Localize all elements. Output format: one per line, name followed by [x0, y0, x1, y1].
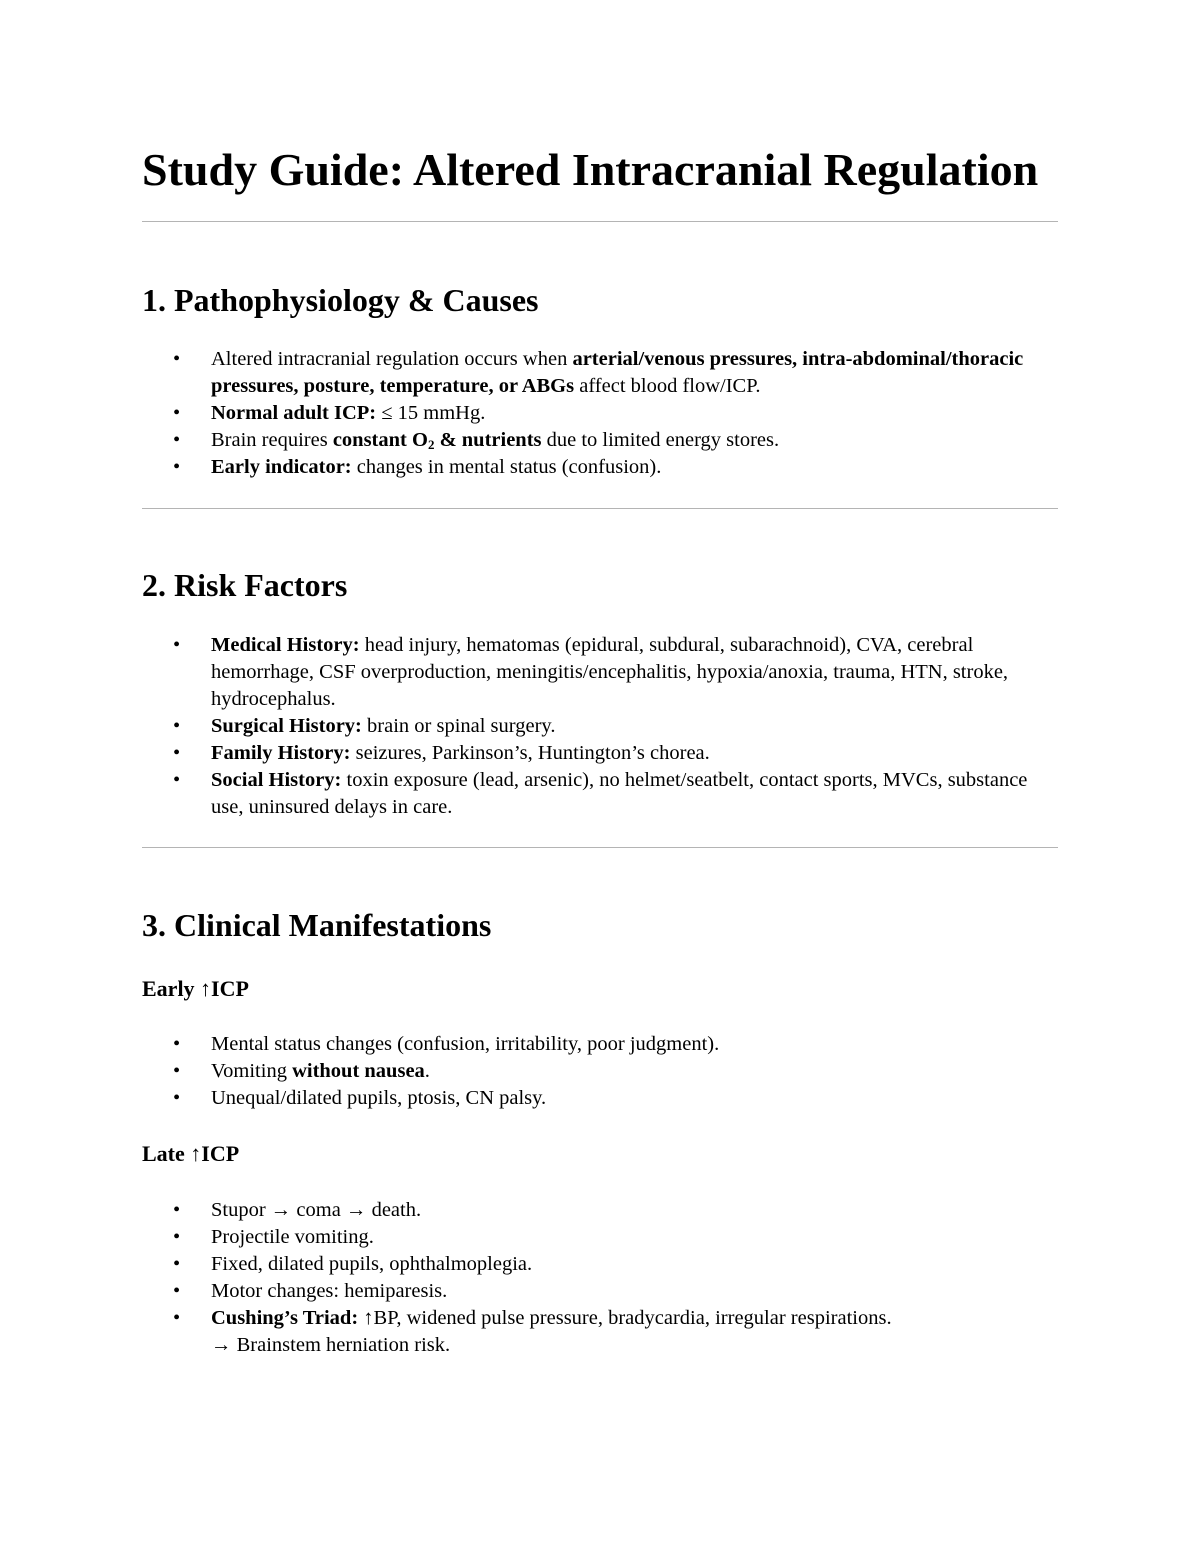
list-item: • Social History: toxin exposure (lead, arsenic), no helmet/seatbelt, contact sports, MVCs, substance use, uninsured delays in care. [173, 769, 1028, 818]
risk-factors-list [142, 632, 1062, 821]
subheading-early-icp: Early ↑ICP [142, 976, 249, 1001]
pathophysiology-list [142, 346, 1062, 481]
early-icp-list [142, 1031, 1062, 1112]
list-item: • Mental status changes (confusion, irritability, poor judgment). [142, 1031, 1062, 1058]
bullet-icon: • [173, 1087, 181, 1109]
bullet-icon: • [173, 715, 181, 737]
list-item: • Stupor → coma → death. [142, 1197, 1062, 1224]
list-item: • Family History: seizures, Parkinson’s, Huntington’s chorea. [142, 740, 1062, 767]
list-item: • Vomiting without nausea. [142, 1058, 1062, 1085]
bullet-icon: • [173, 429, 181, 451]
page-title: Study Guide: Altered Intracranial Regulation [142, 144, 1039, 195]
bullet-icon: • [173, 1253, 181, 1275]
bullet-icon: • [173, 1280, 181, 1302]
bullet-icon: • [173, 456, 181, 478]
list-item: • Cushing’s Triad: ↑BP, widened pulse pressure, bradycardia, irregular respirations. → Brainstem herniation risk. [173, 1307, 892, 1356]
bullet-icon: • [173, 769, 181, 791]
bullet-icon: • [173, 1060, 181, 1082]
list-item: • Motor changes: hemiparesis. [142, 1278, 1062, 1305]
list-item: • Normal adult ICP: ≤ 15 mmHg. [142, 400, 1062, 427]
section-heading-pathophysiology: 1. Pathophysiology & Causes [142, 282, 539, 318]
bullet-icon: • [173, 402, 181, 424]
list-item: • Early indicator: changes in mental status (confusion). [142, 454, 1062, 481]
bullet-icon: • [173, 742, 181, 764]
list-item: • Altered intracranial regulation occurs when arterial/venous pressures, intra-abdominal/thoracic pressures, posture, temperature, or ABGs affect blood flow/ICP. [173, 348, 1024, 397]
bullet-icon: • [173, 348, 181, 370]
bullet-icon: • [173, 1307, 181, 1329]
list-item: • Brain requires constant $O_2$ & nutrients due to limited energy stores. [173, 429, 780, 452]
section-heading-clinical-manifestations: 3. Clinical Manifestations [142, 907, 492, 943]
list-item: • Surgical History: brain or spinal surgery. [142, 713, 1062, 740]
divider [142, 847, 1058, 848]
bullet-icon: • [173, 1199, 181, 1221]
section-heading-risk-factors: 2. Risk Factors [142, 567, 348, 603]
list-item: • Projectile vomiting. [142, 1224, 1062, 1251]
list-item: • Unequal/dilated pupils, ptosis, CN palsy. [142, 1085, 1062, 1112]
bullet-icon: • [173, 1033, 181, 1055]
late-icp-list [142, 1197, 1062, 1359]
bullet-icon: • [173, 1226, 181, 1248]
list-item: • Medical History: head injury, hematomas (epidural, subdural, subarachnoid), CVA, cerebral hemorrhage, CSF overproduction, meningitis/encephalitis, hypoxia/anoxia, trauma, HTN, stroke, hydrocephalus. [173, 634, 1009, 710]
bullet-icon: • [173, 634, 181, 656]
divider [142, 221, 1058, 222]
subheading-late-icp: Late ↑ICP [142, 1141, 240, 1166]
list-item: • Fixed, dilated pupils, ophthalmoplegia. [142, 1251, 1062, 1278]
divider [142, 508, 1058, 509]
